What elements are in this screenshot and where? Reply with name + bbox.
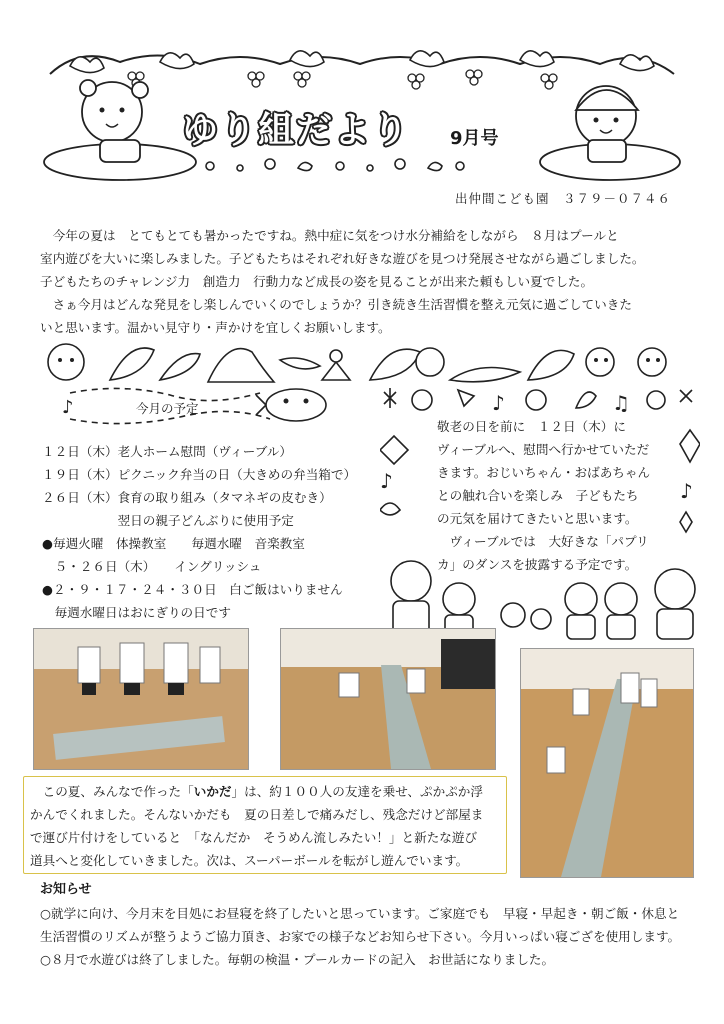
photo-raft-play-1 (33, 628, 249, 770)
keirou-line: 敬老の日を前に １２日（木）に (437, 419, 626, 434)
svg-text:♪: ♪ (680, 479, 693, 503)
raft-line: で運び片付けをしていると 「なんだか そうめん流しみたい！」と新たな遊び (30, 830, 478, 845)
issue-label: 9月号 (450, 128, 499, 149)
svg-text:♪: ♪ (380, 469, 393, 493)
keirou-line: との触れ合いを楽しみ 子どもたち (437, 488, 639, 503)
schedule-item: ５・２６日（木） イングリッシュ (42, 559, 262, 574)
svg-text:♪: ♪ (62, 397, 74, 418)
keirou-line: ヴィーブルでは 大好きな「パプリ (437, 534, 649, 549)
schedule-item: ２６日（木）食育の取り組み（タマネギの皮むき） (42, 490, 332, 505)
notice-item: 生活習慣のリズムが整うようご協力頂き、お家での様子などお知らせ下さい。今月いっぱい寝ござを使用します。 (40, 929, 681, 944)
raft-line-part: 」は、約１００人の友達を乗せ、ぷかぷか浮 (231, 784, 483, 799)
schedule-item: 翌日の親子どんぶりに使用予定 (42, 513, 294, 528)
schedule-item: ●毎週火曜 体操教室 毎週水曜 音楽教室 (42, 536, 305, 551)
schedule-title: 今月の予定 (136, 401, 199, 416)
schedule-item: 毎週水曜日はおにぎりの日です (42, 605, 231, 620)
keirou-line: の元気を届けてきたいと思います。 (437, 511, 638, 526)
raft-line-part: この夏、みんなで作った「 (42, 784, 194, 799)
photo-raft-play-3 (520, 648, 694, 878)
schedule-item: １２日（木）老人ホーム慰問（ヴィーブル） (42, 444, 292, 459)
schedule-item: ●２・９・１７・２４・３０日 白ご飯はいりません (42, 582, 343, 597)
notice-item: ○就学に向け、今月末を目処にお昼寝を終了したいと思っています。ご家庭でも 早寝・早起き・朝ご飯・休息と (40, 906, 680, 921)
keirou-line: ヴィーブルへ、慰問へ行かせていただ (437, 442, 650, 457)
svg-text:♫: ♫ (612, 391, 630, 415)
notice-list (40, 902, 680, 971)
svg-text:♪: ♪ (492, 391, 505, 415)
intro-line: 今年の夏は とてもとても暑かったですね。熱中症に気をつけ水分補給をしながら ８月はプールと (40, 228, 619, 243)
school-info: 出仲間こども園 ３７９－０７４６ (455, 191, 672, 206)
schedule-banner (60, 383, 340, 429)
photo-raft-play-2 (280, 628, 496, 770)
raft-line: かんでくれました。そんないかだも 夏の日差しで痛みだし、残念だけど部屋ま (30, 807, 484, 822)
notice-item: ○８月で水遊びは終了しました。毎朝の検温・プールカードの記入 お世話になりました。 (40, 952, 555, 967)
raft-keyword: いかだ (193, 784, 232, 799)
keirou-line: カ」のダンスを披露する予定です。 (437, 557, 638, 572)
page-title: ゆり組だより (182, 109, 411, 151)
raft-story-text (30, 780, 483, 872)
intro-line: 室内遊びを大いに楽しみました。子どもたちはそれぞれ好きな遊びを見つけ発展させながら過ごしました。 (40, 251, 645, 266)
schedule-item: １９日（木）ピクニック弁当の日（大きめの弁当箱で） (42, 467, 357, 482)
raft-line: 道具へと変化していきました。次は、スーパーボールを転がし遊んでいます。 (30, 853, 469, 868)
intro-paragraph (40, 224, 690, 339)
schedule-list (42, 440, 356, 624)
raft-line (30, 780, 483, 803)
intro-line: 子どもたちのチャレンジ力 創造力 行動力など成長の姿を見ることが出来た頼もしい夏でした。 (40, 274, 594, 289)
keirou-line: きます。おじいちゃん・おばあちゃん (437, 465, 651, 480)
intro-line: さぁ今月はどんな発見をし楽しんでいくのでしょうか？引き続き生活習慣を整え元気に過ごしていきた (40, 297, 632, 312)
keirou-paragraph (437, 415, 650, 576)
intro-line: いと思います。温かい見守り・声かけを宜しくお願いします。 (40, 320, 391, 335)
notice-heading: お知らせ (40, 882, 92, 897)
